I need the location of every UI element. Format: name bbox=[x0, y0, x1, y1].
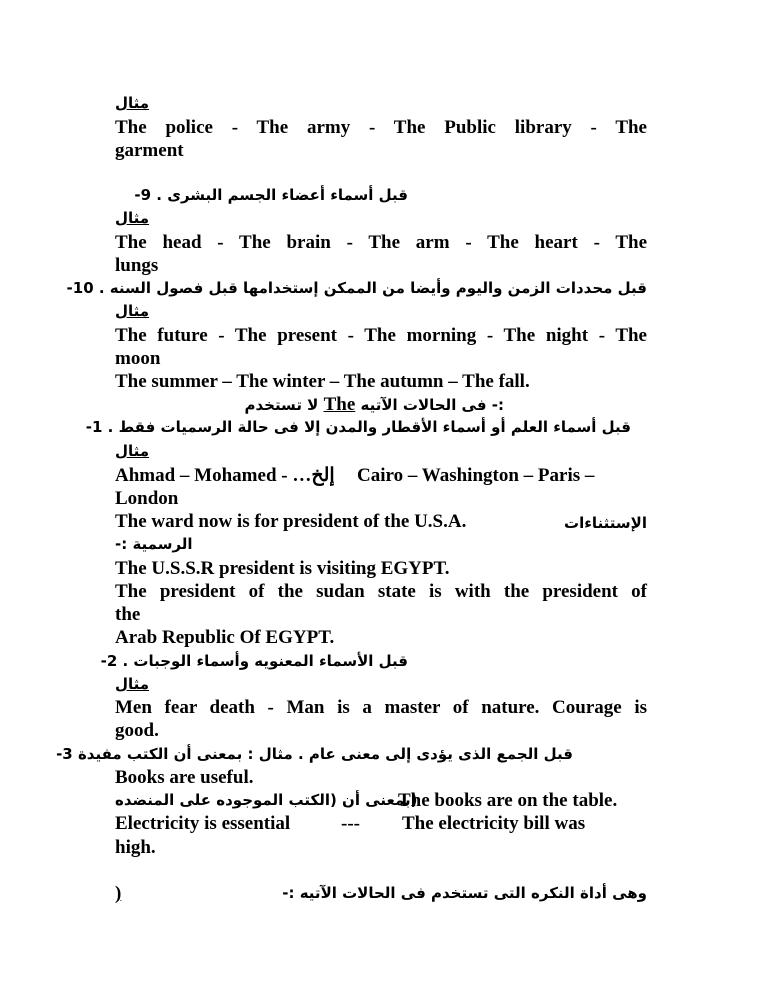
rule-heading: قبل الجمع الذى يؤدى إلى معنى عام . مثال : بمعنى أن الكتب مفيدة 3- bbox=[56, 745, 573, 763]
rule-heading: وهى أداة النكره التى تستخدم فى الحالات الآتيه :- bbox=[282, 884, 647, 902]
parenthesis: ) bbox=[115, 883, 122, 904]
text-line: The police - The army - The Public library - The bbox=[115, 117, 647, 138]
text-line: Men fear death - Man is a master of nature. Courage is bbox=[115, 697, 647, 718]
example-label: مثال bbox=[115, 209, 150, 227]
text-line: good. bbox=[115, 720, 159, 741]
text-line: The president of the sudan state is with the president of bbox=[115, 581, 647, 602]
text-line: The ward now is for president of the U.S.A. bbox=[115, 511, 467, 532]
example-label: مثال bbox=[115, 675, 150, 693]
rule-heading: قبل أسماء أعضاء الجسم البشرى . 9- bbox=[134, 186, 408, 204]
text-line: The future - The present - The morning - The night - The bbox=[115, 325, 647, 346]
text-line: the bbox=[115, 604, 141, 625]
rule-heading: قبل محددات الزمن واليوم وأيضا من الممكن إستخدامها قبل فصول السنه . 10- bbox=[66, 279, 647, 297]
dash-separator: --- bbox=[341, 813, 360, 834]
text-line: moon bbox=[115, 348, 161, 369]
text-line: lungs bbox=[115, 255, 159, 276]
text-line: garment bbox=[115, 140, 184, 161]
official-label: الرسمية :- bbox=[115, 535, 193, 553]
text-line: Ahmad – Mohamed - …إلخ bbox=[115, 465, 335, 486]
section-heading bbox=[244, 393, 504, 417]
example-label: مثال bbox=[115, 442, 150, 460]
example-label: مثال bbox=[115, 94, 150, 112]
text-line: The summer – The winter – The autumn – The fall. bbox=[115, 371, 530, 392]
text-line: Books are useful. bbox=[115, 767, 254, 788]
text-line: The head - The brain - The arm - The heart - The bbox=[115, 232, 647, 253]
text-line: London bbox=[115, 488, 179, 509]
arabic-note: (بمعنى أن (الكتب الموجوده على المنضده bbox=[115, 791, 418, 809]
exceptions-label: الإستثناءات bbox=[564, 514, 647, 532]
text-line: high. bbox=[115, 837, 156, 858]
text-line: The U.S.S.R president is visiting EGYPT. bbox=[115, 558, 450, 579]
text-line: Cairo – Washington – Paris – bbox=[357, 465, 595, 486]
text-line: The electricity bill was bbox=[402, 813, 586, 834]
text-line: Electricity is essential bbox=[115, 813, 291, 834]
text-line: The books are on the table. bbox=[398, 790, 618, 811]
example-label: مثال bbox=[115, 302, 150, 320]
text-line: Arab Republic Of EGYPT. bbox=[115, 627, 335, 648]
rule-heading: قبل الأسماء المعنويه وأسماء الوجبات . 2- bbox=[100, 652, 408, 670]
article-the: The bbox=[323, 394, 356, 415]
heading-part: لا تستخدم bbox=[244, 396, 324, 414]
rule-heading: قبل أسماء العلم أو أسماء الأقطار والمدن إلا فى حالة الرسميات فقط . 1- bbox=[85, 418, 631, 436]
heading-part: :- فى الحالات الآتيه bbox=[355, 396, 504, 414]
